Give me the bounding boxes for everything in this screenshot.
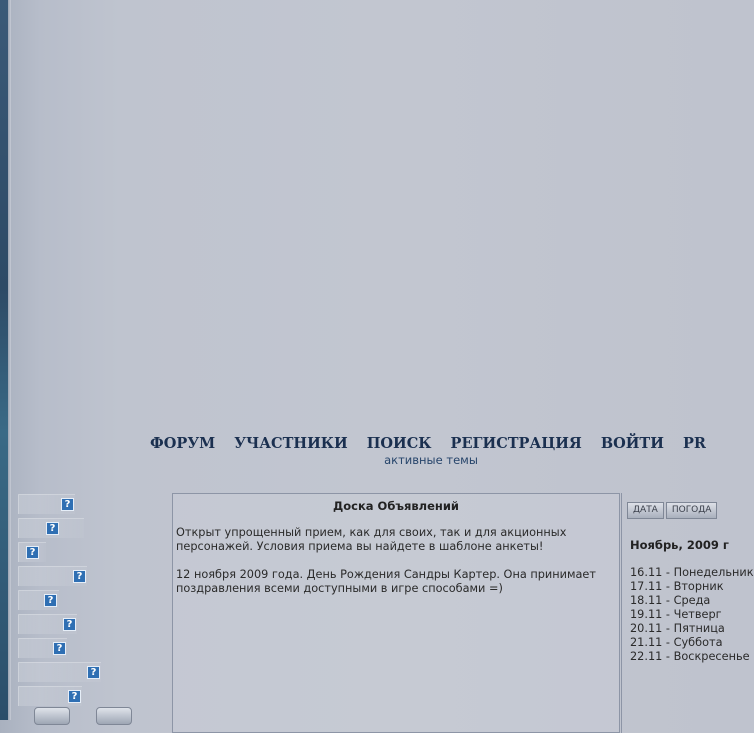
nav-active-topics[interactable]: активные темы	[384, 453, 478, 467]
calendar-day: 22.11 - Воскресенье	[630, 650, 750, 663]
nav-search[interactable]: ПОИСК	[366, 435, 432, 452]
calendar-day: 17.11 - Вторник	[630, 580, 724, 593]
nav-login[interactable]: ВОЙТИ	[600, 435, 664, 452]
calendar-day: 18.11 - Среда	[630, 594, 711, 607]
calendar-panel	[621, 493, 754, 733]
sidebar-item[interactable]	[18, 638, 67, 658]
sidebar-item[interactable]	[18, 686, 82, 706]
nav-register[interactable]: РЕГИСТРАЦИЯ	[450, 435, 582, 452]
sidebar-button-right[interactable]	[96, 707, 132, 725]
nav-forum[interactable]: ФОРУМ	[150, 435, 216, 452]
announcement-board	[172, 493, 620, 733]
board-text	[176, 526, 616, 596]
nav-pr[interactable]: PR	[682, 435, 706, 452]
left-decorative-strip	[0, 0, 11, 720]
calendar-month: Ноябрь, 2009 г	[630, 538, 729, 552]
sidebar-item[interactable]	[18, 494, 75, 514]
calendar-day: 21.11 - Суббота	[630, 636, 723, 649]
help-icon[interactable]: ?	[26, 546, 39, 559]
help-icon[interactable]: ?	[63, 618, 76, 631]
sidebar-item[interactable]	[18, 518, 84, 538]
tab-date[interactable]: ДАТА	[627, 502, 664, 519]
sidebar-item[interactable]	[18, 590, 59, 610]
help-icon[interactable]: ?	[44, 594, 57, 607]
tab-weather[interactable]: ПОГОДА	[666, 502, 718, 519]
calendar-day: 20.11 - Пятница	[630, 622, 725, 635]
sidebar-item[interactable]	[18, 542, 46, 562]
board-title: Доска Объявлений	[333, 499, 459, 513]
help-icon[interactable]: ?	[46, 522, 59, 535]
calendar-day: 19.11 - Четверг	[630, 608, 722, 621]
help-icon[interactable]: ?	[87, 666, 100, 679]
sidebar-item[interactable]	[18, 566, 87, 586]
calendar-days	[630, 566, 754, 664]
announcement-paragraph: 12 ноября 2009 года. День Рождения Сандры Картер. Она принимает поздравления всеми доступными в игре способами =)	[176, 568, 596, 595]
main-navigation	[0, 435, 720, 467]
sidebar-item[interactable]	[18, 662, 101, 682]
help-icon[interactable]: ?	[68, 690, 81, 703]
calendar-day: 16.11 - Понедельник	[630, 566, 754, 579]
help-icon[interactable]: ?	[73, 570, 86, 583]
sidebar-item[interactable]	[18, 614, 77, 634]
nav-members[interactable]: УЧАСТНИКИ	[234, 435, 348, 452]
help-icon[interactable]: ?	[61, 498, 74, 511]
calendar-tabs	[627, 497, 719, 519]
sidebar	[18, 494, 168, 710]
nav-links	[0, 435, 720, 452]
sidebar-button-left[interactable]	[34, 707, 70, 725]
announcement-paragraph: Открыт упрощенный прием, как для своих, так и для акционных персонажей. Условия приема вы найдете в шаблоне анкеты!	[176, 526, 567, 553]
help-icon[interactable]: ?	[53, 642, 66, 655]
